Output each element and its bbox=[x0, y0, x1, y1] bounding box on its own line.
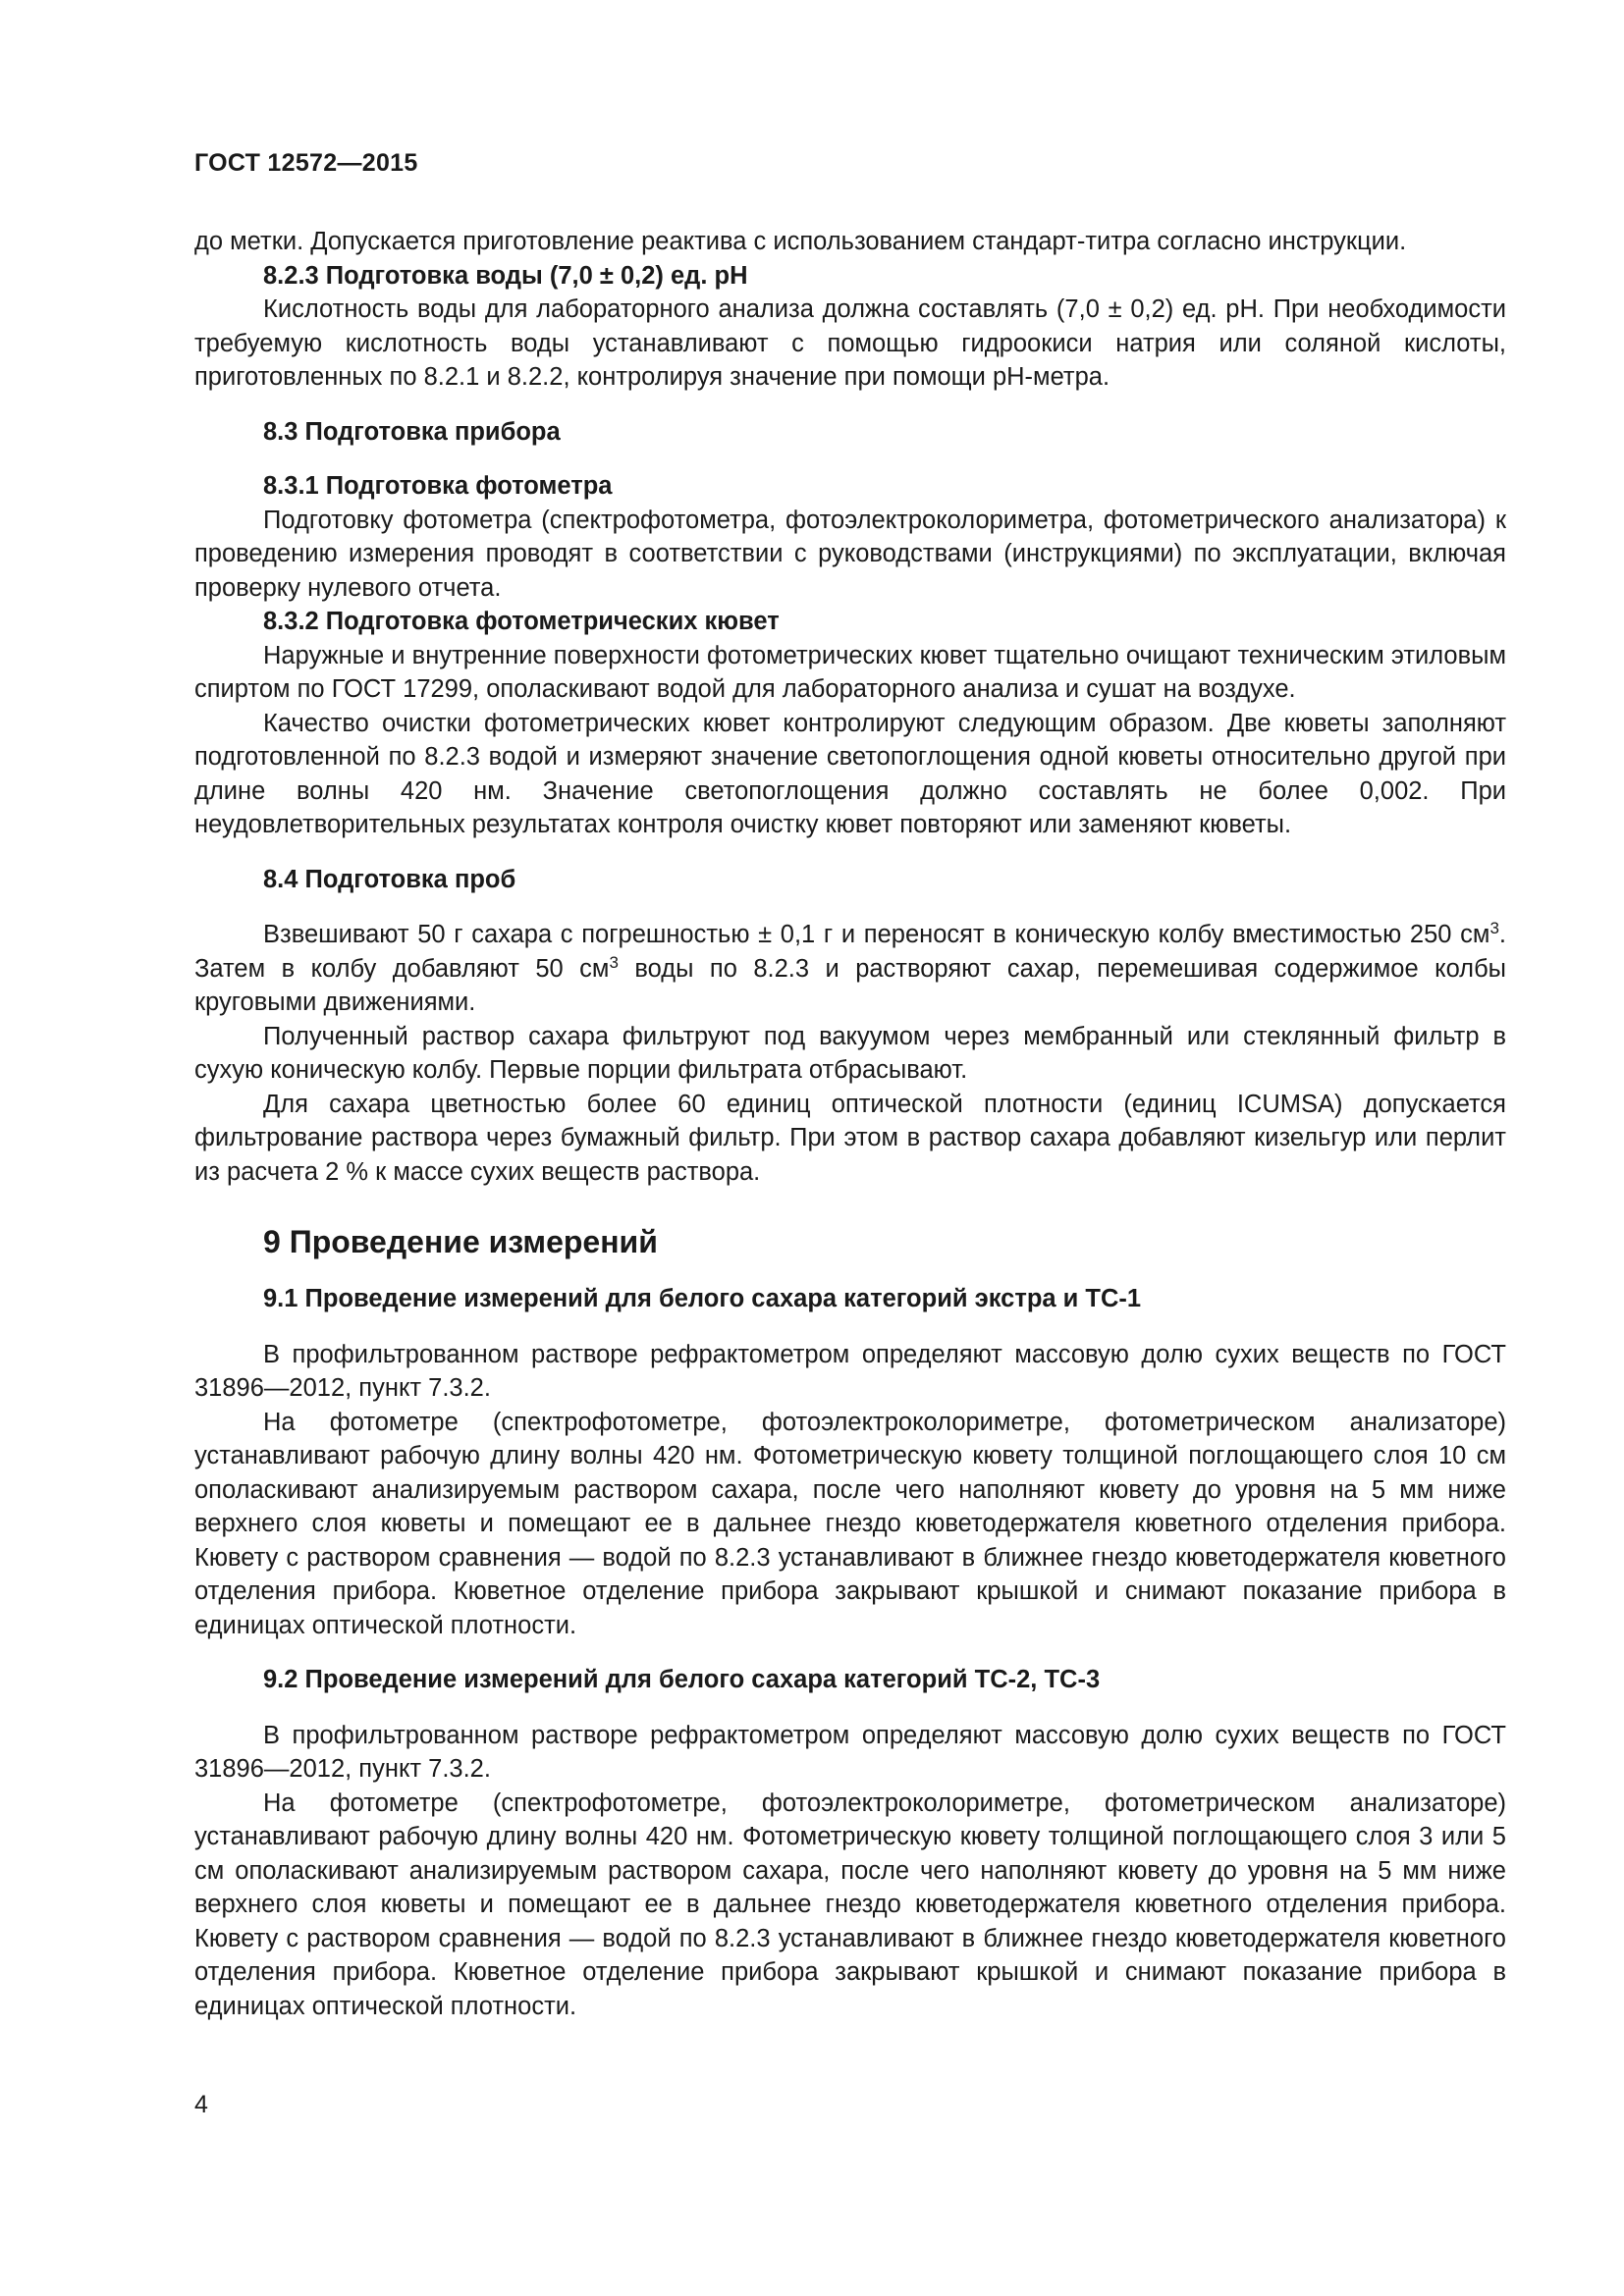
paragraph-8-3-1: Подготовку фотометра (спектрофотометра, фотоэлектроколориметра, фотометрического анализатора) к проведению измерения проводят в соответствии с руководствами (инструкциями) по эксплуатации, включая проверку нулевого отчета. bbox=[194, 506, 1506, 602]
page-number: 4 bbox=[194, 2091, 208, 2118]
paragraph-8-3-2-a: Наружные и внутренние поверхности фотометрических кювет тщательно очищают техническим этиловым спиртом по ГОСТ 17299, ополаскивают водой для лабораторного анализа и сушат на воздухе. bbox=[194, 641, 1506, 703]
superscript-cubed: 3 bbox=[1489, 919, 1499, 937]
heading-9-1: 9.1 Проведение измерений для белого сахара категорий экстра и ТС-1 bbox=[263, 1285, 1142, 1312]
heading-8-3-2: 8.3.2 Подготовка фотометрических кювет bbox=[263, 608, 780, 635]
paragraph-9-2-a: В профильтрованном растворе рефрактометром определяют массовую долю сухих веществ по ГОСТ 31896—2012, пункт 7.3.2. bbox=[194, 1721, 1506, 1783]
paragraph-8-4-b: Полученный раствор сахара фильтруют под вакуумом через мембранный или стеклянный фильтр в сухую коническую колбу. Первые порции фильтрата отбрасывают. bbox=[194, 1022, 1506, 1084]
paragraph-9-2-b: На фотометре (спектрофотометре, фотоэлектроколориметре, фотометрическом анализаторе) устанавливают рабочую длину волны 420 нм. Фотометрическую кювету толщиной поглощающего слоя 3 или 5 см ополаскивают анализируемым раствором сахара, после чего наполняют кювету до уровня на 5 мм ниже верхнего слоя кюветы и помещают ее в дальнее гнездо кюветодержателя кюветного отделения прибора. Кювету с раствором сравнения — водой по 8.2.3 устанавливают в ближнее гнездо кюветодержателя кюветного отделения прибора. Кюветное отделение прибора закрывают крышкой и снимают показание прибора в единицах оптической плотности. bbox=[194, 1789, 1506, 2020]
paragraph-continuation: до метки. Допускается приготовление реактива с использованием стандарт-титра согласно инструкции. bbox=[194, 228, 1407, 255]
paragraph-8-4-a bbox=[194, 918, 1506, 1020]
paragraph-8-4-a-part3: воды по 8.2.3 и растворяют сахар, перемешивая содержимое колбы круговыми движениями. bbox=[194, 954, 1506, 1016]
document-body bbox=[194, 225, 1506, 2023]
superscript-cubed: 3 bbox=[609, 952, 619, 972]
heading-8-3: 8.3 Подготовка прибора bbox=[263, 417, 561, 446]
paragraph-8-4-c: Для сахара цветностью более 60 единиц оптической плотности (единиц ICUMSA) допускается фильтрование раствора через бумажный фильтр. При этом в раствор сахара добавляют кизельгур или перлит из расчета 2 % к массе сухих веществ раствора. bbox=[194, 1090, 1506, 1186]
heading-8-2-3: 8.2.3 Подготовка воды (7,0 ± 0,2) ед. pH bbox=[263, 261, 748, 290]
paragraph-8-4-a-part1: Взвешивают 50 г сахара с погрешностью ± 0,1 г и переносят в коническую колбу вместимостью 250 см bbox=[263, 921, 1490, 948]
heading-8-3-1: 8.3.1 Подготовка фотометра bbox=[263, 472, 613, 500]
heading-9-2: 9.2 Проведение измерений для белого сахара категорий ТС-2, ТС-3 bbox=[263, 1666, 1101, 1693]
paragraph-8-2-3: Кислотность воды для лабораторного анализа должна составлять (7,0 ± 0,2) ед. pH. При необходимости требуемую кислотность воды устанавливают с помощью гидроокиси натрия или соляной кислоты, приготовленных по 8.2.1 и 8.2.2, контролируя значение при помощи pH-метра. bbox=[194, 295, 1506, 391]
paragraph-8-4-a-part2: . Затем в колбу добавляют 50 см bbox=[194, 921, 1506, 983]
paragraph-9-1-a: В профильтрованном растворе рефрактометром определяют массовую долю сухих веществ по ГОСТ 31896—2012, пункт 7.3.2. bbox=[194, 1340, 1506, 1402]
heading-section-9: 9 Проведение измерений bbox=[263, 1224, 658, 1259]
paragraph-9-1-b: На фотометре (спектрофотометре, фотоэлектроколориметре, фотометрическом анализаторе) устанавливают рабочую длину волны 420 нм. Фотометрическую кювету толщиной поглощающего слоя 10 см ополаскивают анализируемым раствором сахара, после чего наполняют кювету до уровня на 5 мм ниже верхнего слоя кюветы и помещают ее в дальнее гнездо кюветодержателя кюветного отделения прибора. Кювету с раствором сравнения — водой по 8.2.3 устанавливают в ближнее гнездо кюветодержателя кюветного отделения прибора. Кюветное отделение прибора закрывают крышкой и снимают показание прибора в единицах оптической плотности. bbox=[194, 1408, 1506, 1639]
document-code-header: ГОСТ 12572—2015 bbox=[194, 149, 418, 177]
paragraph-8-3-2-b: Качество очистки фотометрических кювет контролируют следующим образом. Две кюветы заполняют подготовленной по 8.2.3 водой и измеряют значение светопоглощения одной кюветы относительно другой при длине волны 420 нм. Значение светопоглощения должно составлять не более 0,002. При неудовлетворительных результатах контроля очистку кювет повторяют или заменяют кюветы. bbox=[194, 709, 1506, 838]
heading-8-4: 8.4 Подготовка проб bbox=[263, 865, 516, 893]
